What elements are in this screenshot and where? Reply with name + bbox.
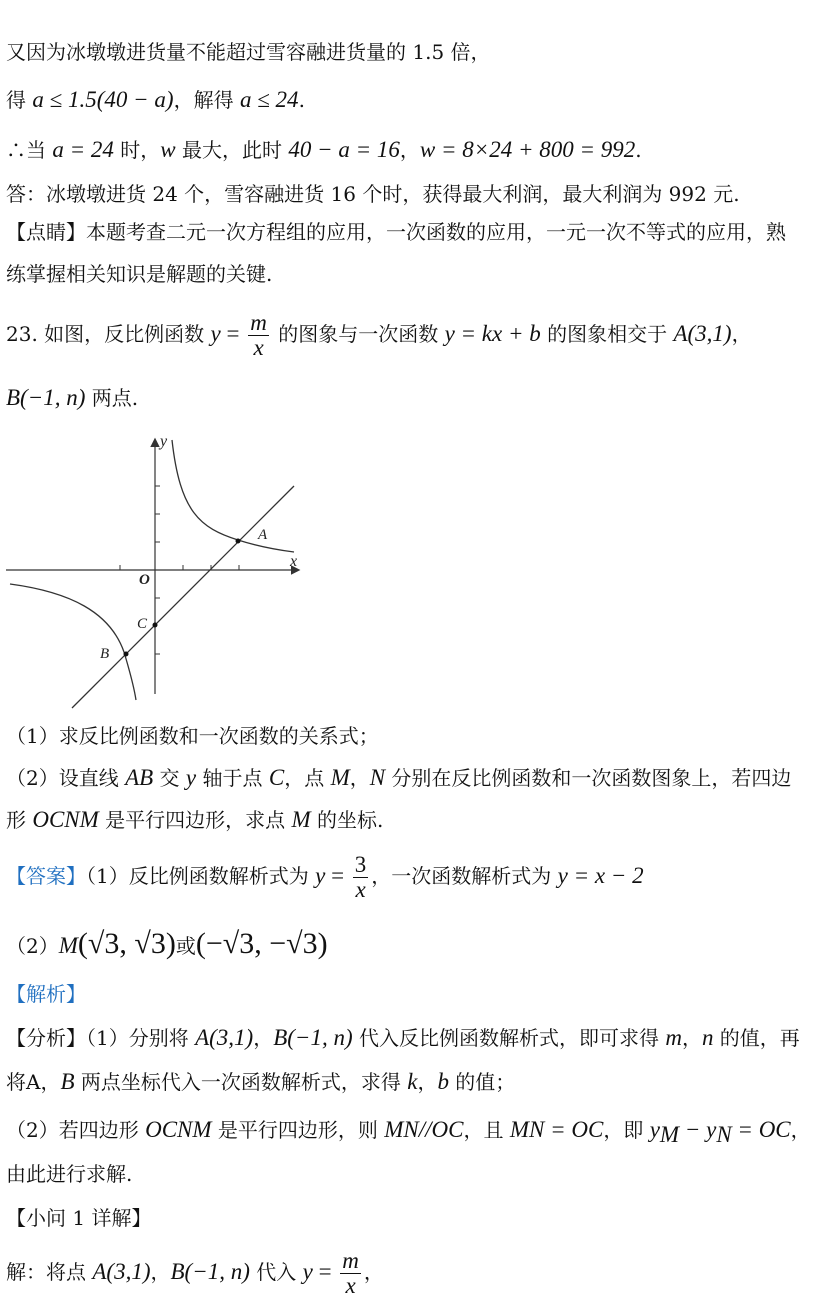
- text: 是平行四边形，求点: [98, 808, 292, 832]
- answer-part-1: [6, 852, 644, 902]
- label-x: x: [290, 553, 298, 570]
- math: M: [58, 933, 78, 958]
- text: 23. 如图，反比例函数: [6, 322, 211, 346]
- math: n: [701, 1025, 714, 1050]
- math: k: [407, 1069, 418, 1094]
- math: M: [330, 765, 350, 790]
- math: B(−1, n): [6, 385, 86, 410]
- math: B(−1, n): [273, 1025, 353, 1050]
- analysis-tag: 【解析】: [6, 982, 86, 1006]
- text: （1）求反比例函数和一次函数的关系式；: [6, 724, 379, 748]
- text: ，: [363, 1260, 384, 1284]
- math: w = 8×24 + 800 = 992: [419, 137, 636, 162]
- remark-line-2: [6, 260, 272, 288]
- math: M: [291, 807, 311, 832]
- text: ，一次函数解析式为: [371, 864, 558, 888]
- text: 解：将点: [6, 1260, 93, 1284]
- text: 的图象与一次函数: [271, 322, 445, 346]
- math: 40 − a = 16: [288, 137, 400, 162]
- math: A(3,1): [195, 1025, 254, 1050]
- text: （2）若四边形: [6, 1118, 146, 1142]
- math: N: [369, 765, 386, 790]
- text: 或: [175, 934, 196, 958]
- analysis-line-4: [6, 1160, 132, 1188]
- fraction-m-over-x: [248, 311, 269, 360]
- math: A(3,1): [92, 1259, 151, 1284]
- text: .: [298, 88, 305, 112]
- part-2-question-line-1: [6, 764, 791, 792]
- denominator: x: [253, 335, 264, 360]
- math: =: [325, 863, 350, 888]
- fraction-m-over-x: [340, 1249, 361, 1298]
- text: 的值，再: [713, 1026, 800, 1050]
- math: C: [268, 765, 285, 790]
- fraction-3-over-x: [353, 853, 369, 902]
- text: 【点睛】本题考查二元一次方程组的应用，一次函数的应用，一元一次不等式的应用，熟: [6, 220, 786, 244]
- question-23-line-2: [6, 384, 138, 412]
- math: =: [312, 1259, 338, 1284]
- hyperbola-branch-3: [10, 584, 136, 700]
- numerator: m: [342, 1248, 359, 1273]
- math: y: [210, 321, 221, 346]
- math-result: a ≤ 24: [239, 87, 299, 112]
- answer-line: [6, 180, 740, 208]
- label-O: O: [139, 572, 150, 588]
- text: 分别在反比例函数和一次函数图象上，若四边: [385, 766, 792, 790]
- math: OCNM: [32, 807, 99, 832]
- analysis-line-1: [6, 1024, 800, 1052]
- text: .: [635, 138, 642, 162]
- denominator: x: [355, 877, 366, 902]
- hyperbola-branch-1: [172, 440, 294, 552]
- text: ，解得: [173, 88, 240, 112]
- text: 代入反比例函数解析式，即可求得: [352, 1026, 666, 1050]
- label-C: C: [137, 616, 148, 632]
- text: ，: [417, 1070, 438, 1094]
- math: y = x − 2: [557, 863, 644, 888]
- text: 形: [6, 808, 33, 832]
- text: ，且: [463, 1118, 510, 1142]
- part-2-question-line-2: [6, 806, 383, 834]
- math: B(−1, n): [170, 1259, 250, 1284]
- text: 两点坐标代入一次函数解析式，求得: [74, 1070, 408, 1094]
- denominator: x: [345, 1273, 356, 1298]
- math: − y: [679, 1117, 717, 1142]
- text: ，: [790, 1118, 811, 1142]
- text: ，: [399, 138, 420, 162]
- text: （1）反比例函数解析式为: [86, 864, 316, 888]
- text: 的值；: [448, 1070, 516, 1094]
- math: y: [185, 765, 197, 790]
- analysis-tag-line: [6, 980, 86, 1008]
- math-subscript: M: [659, 1122, 680, 1147]
- part-1-question: [6, 722, 379, 750]
- math: m: [665, 1025, 682, 1050]
- numerator: 3: [354, 852, 367, 877]
- math: MN = OC: [509, 1117, 604, 1142]
- text: ，: [681, 1026, 702, 1050]
- text: ，: [150, 1260, 171, 1284]
- math-subscript: N: [716, 1122, 732, 1147]
- text: 交: [153, 766, 186, 790]
- function-graph-figure: [0, 432, 310, 712]
- math: OCNM: [145, 1117, 212, 1142]
- point-B: [124, 652, 129, 657]
- math: =: [220, 321, 246, 346]
- text: ，: [349, 766, 370, 790]
- math: w: [160, 137, 176, 162]
- math: B: [60, 1069, 75, 1094]
- text: ，点: [284, 766, 331, 790]
- math: b: [437, 1069, 449, 1094]
- label-y: y: [160, 433, 168, 450]
- point-C: [153, 623, 158, 628]
- math: MN//OC: [384, 1117, 464, 1142]
- text-line-2: [6, 86, 305, 114]
- point-A: [236, 539, 241, 544]
- math: A(3,1): [673, 321, 732, 346]
- line-kx-plus-b: [72, 486, 294, 708]
- math: y: [649, 1117, 660, 1142]
- text: 轴于点: [196, 766, 269, 790]
- text: 是平行四边形，则: [211, 1118, 385, 1142]
- text: 代入: [249, 1260, 303, 1284]
- text: 得: [6, 88, 33, 112]
- text: ∴当: [6, 138, 53, 162]
- text: 的图象相交于: [540, 322, 674, 346]
- math-inequality: a ≤ 1.5(40 − a): [32, 87, 174, 112]
- text-line-3: [6, 136, 642, 164]
- math: (−√3, −√3): [195, 927, 328, 960]
- answer-tag: 【答案】: [6, 864, 86, 888]
- subquestion-1-heading: [6, 1204, 151, 1232]
- text: 【分析】（1）分别将: [6, 1026, 196, 1050]
- label-A: A: [258, 527, 268, 543]
- math: (√3, √3): [77, 927, 176, 960]
- math: a = 24: [52, 137, 114, 162]
- math: y: [315, 863, 326, 888]
- text: ，即: [603, 1118, 650, 1142]
- text: 将A，: [6, 1070, 61, 1094]
- text: ，: [253, 1026, 274, 1050]
- math: AB: [125, 765, 154, 790]
- text: 练掌握相关知识是解题的关键.: [6, 262, 273, 286]
- math: = OC: [731, 1117, 791, 1142]
- text: 两点.: [85, 386, 139, 410]
- remark-line-1: [6, 218, 786, 246]
- text: （2）: [6, 934, 59, 958]
- text: 的坐标.: [310, 808, 384, 832]
- text: 答：冰墩墩进货 24 个，雪容融进货 16 个时，获得最大利润，最大利润为 992 元.: [6, 182, 740, 206]
- math: y = kx + b: [444, 321, 541, 346]
- text-line-1: [6, 38, 491, 66]
- text: 由此进行求解.: [6, 1162, 133, 1186]
- text: 最大，此时: [175, 138, 289, 162]
- text: （2）设直线: [6, 766, 126, 790]
- solution-line-1: [6, 1248, 384, 1298]
- analysis-line-2: [6, 1068, 515, 1096]
- question-23-line-1: [6, 310, 752, 360]
- label-B: B: [100, 646, 110, 662]
- math: y: [302, 1259, 313, 1284]
- analysis-line-3: [6, 1116, 811, 1149]
- numerator: m: [250, 310, 267, 335]
- text: 【小问 1 详解】: [6, 1206, 152, 1230]
- answer-part-2: [6, 924, 328, 966]
- text: 又因为冰墩墩进货量不能超过雪容融进货量的 1.5 倍，: [6, 40, 491, 64]
- text: ，: [731, 322, 752, 346]
- text: 时，: [113, 138, 161, 162]
